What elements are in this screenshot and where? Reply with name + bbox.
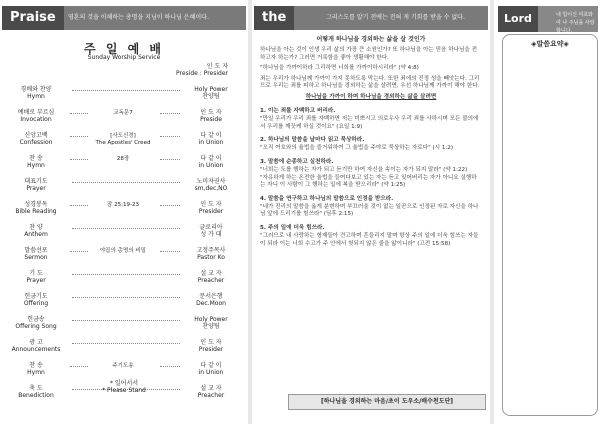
order-item-leader-line: 인 도 자 xyxy=(200,201,222,208)
order-item-label xyxy=(4,201,68,215)
sermon-points xyxy=(260,108,482,248)
order-item-leader-line: Dec.Moon xyxy=(196,300,226,307)
order-item-label xyxy=(4,362,68,376)
order-item-detail: 주기도송 xyxy=(112,363,134,369)
order-item-leader-line: Preside xyxy=(200,116,222,123)
order-row xyxy=(4,153,244,176)
dotted-leader xyxy=(72,343,180,344)
sermon-panel xyxy=(252,0,491,424)
officiant-ko: 인 도 자 xyxy=(206,63,228,70)
sermon-body xyxy=(260,36,482,250)
order-item-en: Offering Song xyxy=(15,323,57,330)
order-item-leader-line: 문서은행 xyxy=(199,293,223,300)
dotted-leader xyxy=(160,251,180,252)
order-item-label xyxy=(4,86,68,100)
intro-verse: "하나님을 가까이하라 그리하면 너희를 가까이하시리라" (약 4:8) xyxy=(260,65,419,72)
officiant xyxy=(176,63,228,77)
order-item-leader xyxy=(180,316,242,330)
order-item-leader-line: 설 교 자 xyxy=(200,385,222,392)
order-item-label xyxy=(4,155,68,169)
order-row xyxy=(4,176,244,199)
order-item-leader xyxy=(180,339,242,353)
order-item-leader-line: 글로리아 xyxy=(199,224,223,231)
order-item-en: Offering xyxy=(23,300,49,307)
order-item-leader xyxy=(180,132,242,146)
order-item-leader-line: 성 가 대 xyxy=(200,231,222,238)
order-item-label xyxy=(4,132,68,146)
order-item-ko: 헌금기도 xyxy=(24,293,48,300)
stand-en: * Please Stand xyxy=(102,387,146,394)
order-item-leader-line: Preacher xyxy=(197,277,225,284)
order-item-leader-line: 찬양팀 xyxy=(202,323,220,330)
order-item-ko: 헌금송 xyxy=(27,316,45,323)
order-item-leader xyxy=(180,293,242,307)
service-subtitle: Sunday Worship Service xyxy=(87,54,161,61)
dotted-leader xyxy=(72,274,180,275)
order-item-en: Bible Reading xyxy=(15,208,57,215)
order-item-detail: 28장 xyxy=(116,156,130,162)
sermon-point-title: 1. 이는 죄를 자백하고 버리라. xyxy=(260,107,336,114)
intro-paragraph: 하나님을 아는 것이 인생 우리 삶의 가장 큰 소원인가? 또 하나님을 아는 믿음 하나님을 전하고자 하는가? 그러면 거룩함을 좋아 생활해야 한다. xyxy=(260,47,477,61)
order-item-leader xyxy=(180,201,242,215)
order-row xyxy=(4,337,244,360)
worship-order-panel xyxy=(0,0,249,424)
summary-title: ◈말씀요약◈ xyxy=(531,40,569,48)
order-item-ko: 대표기도 xyxy=(24,178,48,185)
order-item-ko: 찬 송 xyxy=(29,155,43,162)
order-item-ko: 경배와 찬양 xyxy=(20,86,52,93)
order-item-en: Sermon xyxy=(24,254,48,261)
sermon-footer: [하나님을 경외하는 마음/초이 도우소/배수천도단] xyxy=(288,394,486,410)
order-item-en: Hymn xyxy=(27,369,45,376)
dotted-leader xyxy=(160,366,180,367)
order-item-en: Prayer xyxy=(26,185,46,192)
order-item-ko: 예배로 부르심 xyxy=(17,109,55,116)
order-item-leader-line: Preacher xyxy=(197,392,225,399)
order-item-ko: 찬 양 xyxy=(29,224,43,231)
order-item-detail: [사도신경] The Apostles' Creed xyxy=(95,133,151,146)
dotted-leader xyxy=(72,90,180,91)
order-item-leader xyxy=(180,224,242,238)
officiant-en: Preside : Presider xyxy=(176,70,228,77)
sermon-point-verse: "만일 우리가 우리 죄를 자백하면 저는 미쁘시고 의로우사 우리 죄를 사하시며 모든 불의에서 우리를 깨끗케 하실 것이요" (요일 1:9) xyxy=(260,116,479,130)
order-row xyxy=(4,222,244,245)
order-item-ko: 기 도 xyxy=(29,270,43,277)
sermon-point-verse: "오직 여호와의 율법을 즐거워하여 그 율법을 주야로 묵상하는 자로다" (시 1:2) xyxy=(260,145,453,152)
order-item-leader-line: 인 도 자 xyxy=(200,109,222,116)
order-item-leader-line: Holy Power xyxy=(194,316,228,323)
order-item-label xyxy=(4,316,68,330)
order-item-leader xyxy=(180,109,242,123)
the-tab: the xyxy=(254,6,294,30)
sermon-summary-box xyxy=(502,34,598,416)
sermon-headline: 하나님을 가까이 하며 하나님을 경외하는 삶을 살려면 xyxy=(305,94,437,101)
order-item-leader xyxy=(180,247,242,261)
order-item-leader-line: in Union xyxy=(198,369,224,376)
order-row xyxy=(4,291,244,314)
order-item-leader-line: 다 같 이 xyxy=(200,155,222,162)
order-item-leader-line: 다 같 이 xyxy=(200,362,222,369)
order-row xyxy=(4,245,244,268)
order-item-leader-line: 다 같 이 xyxy=(200,132,222,139)
order-row xyxy=(4,314,244,337)
order-item-en: Benediction xyxy=(18,392,54,399)
praise-tab: Praise xyxy=(2,6,64,30)
sermon-point-verse: "그러므로 내 사랑하는 형제들아 견고하며 흔들리지 말며 항상 주의 일에 더욱 힘쓰는 자들이 되라 이는 너희 수고가 주 안에서 헛되지 않은 줄을 앎이니라" (고전 15:58) xyxy=(260,233,479,247)
dotted-leader xyxy=(160,159,180,160)
order-row xyxy=(4,268,244,291)
sermon-point-title: 5. 주의 일에 더욱 힘쓰라. xyxy=(260,224,325,231)
order-item-label xyxy=(4,339,68,353)
order-item-ko: 축 도 xyxy=(29,385,43,392)
order-item-label xyxy=(4,109,68,123)
lord-header-bar xyxy=(498,6,598,32)
service-title: 주 일 예 배 xyxy=(84,42,164,56)
sermon-point-verse: "네가 진리의 말씀을 옳게 분변하며 부끄러울 것이 없는 일꾼으로 인정된 자로 자신을 하나님 앞에 드리기를 힘쓰라" (딤후 2:15) xyxy=(260,203,479,218)
summary-panel xyxy=(494,0,600,424)
order-row xyxy=(4,199,244,222)
order-item-leader-line: sm,dec,NO xyxy=(194,185,228,192)
order-item-ko: 성경봉독 xyxy=(24,201,48,208)
order-item-leader-line: Presider xyxy=(198,346,224,353)
order-item-label xyxy=(4,247,68,261)
dotted-leader xyxy=(72,182,180,183)
order-item-leader-line: Holy Power xyxy=(194,86,228,93)
sermon-point-title: 4. 말씀을 연구하고 하나님의 말씀으로 인정을 받으라. xyxy=(260,195,394,202)
order-item-ko: 찬 송 xyxy=(29,362,43,369)
order-item-leader xyxy=(180,155,242,169)
stand-ko: * 일어서서 xyxy=(109,380,139,387)
sermon-title: 어떻게 하나님을 경외하는 삶을 살 것인가 xyxy=(316,36,426,43)
order-item-leader-line: in Union xyxy=(198,162,224,169)
praise-header-text: 영혼의 것을 이해하는 총명을 지님이 하나님 은혜이다. xyxy=(68,14,209,21)
order-item-ko: 광 고 xyxy=(29,339,43,346)
order-item-label xyxy=(4,224,68,238)
intro-paragraph: 죄는 우리가 하나님께 가까이 가지 못하도록 막는다. 또한 죄에의 진정 성을 빼앗는다. 그리므로 우리는 죄를 피하고 하나님을 경외하는 삶을 살려면, 우선 하나님께 가까이 해야 한다. xyxy=(260,75,480,90)
order-item-detail: 잠 25:19-23 xyxy=(107,202,139,208)
order-item-leader-line: 인 도 자 xyxy=(200,339,222,346)
dotted-leader xyxy=(72,297,180,298)
order-item-leader-line: Pastor Ko xyxy=(197,254,225,261)
order-item-label xyxy=(4,178,68,192)
lord-header-text: 내 힘이신 여호와여 나 주님을 사랑합니다. xyxy=(556,12,595,34)
order-of-service xyxy=(4,84,244,406)
dotted-leader xyxy=(160,113,180,114)
dotted-leader xyxy=(72,228,180,229)
order-item-en: Anthem xyxy=(24,231,48,238)
order-item-leader-line: 고정주목사 xyxy=(196,247,226,254)
please-stand-note xyxy=(0,380,248,394)
sermon-point-title: 3. 말씀에 순종하고 실천하라. xyxy=(260,158,334,165)
order-item-en: Prayer xyxy=(26,277,46,284)
dotted-leader xyxy=(160,136,180,137)
order-item-leader xyxy=(180,86,242,100)
the-header-bar xyxy=(254,6,488,30)
lord-tab: Lord xyxy=(498,6,538,32)
dotted-leader xyxy=(72,320,180,321)
dotted-leader xyxy=(160,205,180,206)
order-item-ko: 신앙고백 xyxy=(24,132,48,139)
order-item-leader-line: 찬양팀 xyxy=(202,93,220,100)
order-item-label xyxy=(4,293,68,307)
order-item-leader-line: 노미자권사 xyxy=(196,178,226,185)
order-item-leader-line: 설 교 자 xyxy=(200,270,222,277)
order-row xyxy=(4,84,244,107)
order-item-leader xyxy=(180,270,242,284)
praise-header-bar xyxy=(2,6,246,30)
order-row xyxy=(4,130,244,153)
order-item-label xyxy=(4,270,68,284)
order-item-en: Announcements xyxy=(11,346,61,353)
order-item-detail: 교독문7 xyxy=(113,110,133,116)
order-item-en: Hymn xyxy=(27,162,45,169)
order-item-en: Hymn xyxy=(27,93,45,100)
order-row xyxy=(4,107,244,130)
order-item-ko: 말씀선포 xyxy=(24,247,48,254)
the-header-text: 그리스도를 알기 전에는 전혀 게 기회를 받을 수 없다. xyxy=(326,14,465,21)
order-item-leader-line: Presider xyxy=(198,208,224,215)
sermon-point-verse: "너희는 도를 행하는 자가 되고 듣기만 하여 자신을 속이는 자가 되지 말라" (약 1:22) "자유하게 하는 온전한 율법을 들여다보고 있는 자는 듣고 잊어버리는 자가 아니요 실행하는 자니 이 사람이 그 행하는 일에 복을 받으리라" (약 1:25) xyxy=(260,167,477,189)
order-item-en: Invocation xyxy=(20,116,52,123)
order-item-leader xyxy=(180,362,242,376)
order-item-leader xyxy=(180,178,242,192)
sermon-point-title: 2. 하나님의 말씀을 날마다 읽고 묵상하라. xyxy=(260,137,365,144)
order-item-leader-line: in Union xyxy=(198,139,224,146)
order-item-en: Confession xyxy=(19,139,53,146)
order-item-detail: 야곱의 총명의 비밀 xyxy=(99,248,146,254)
